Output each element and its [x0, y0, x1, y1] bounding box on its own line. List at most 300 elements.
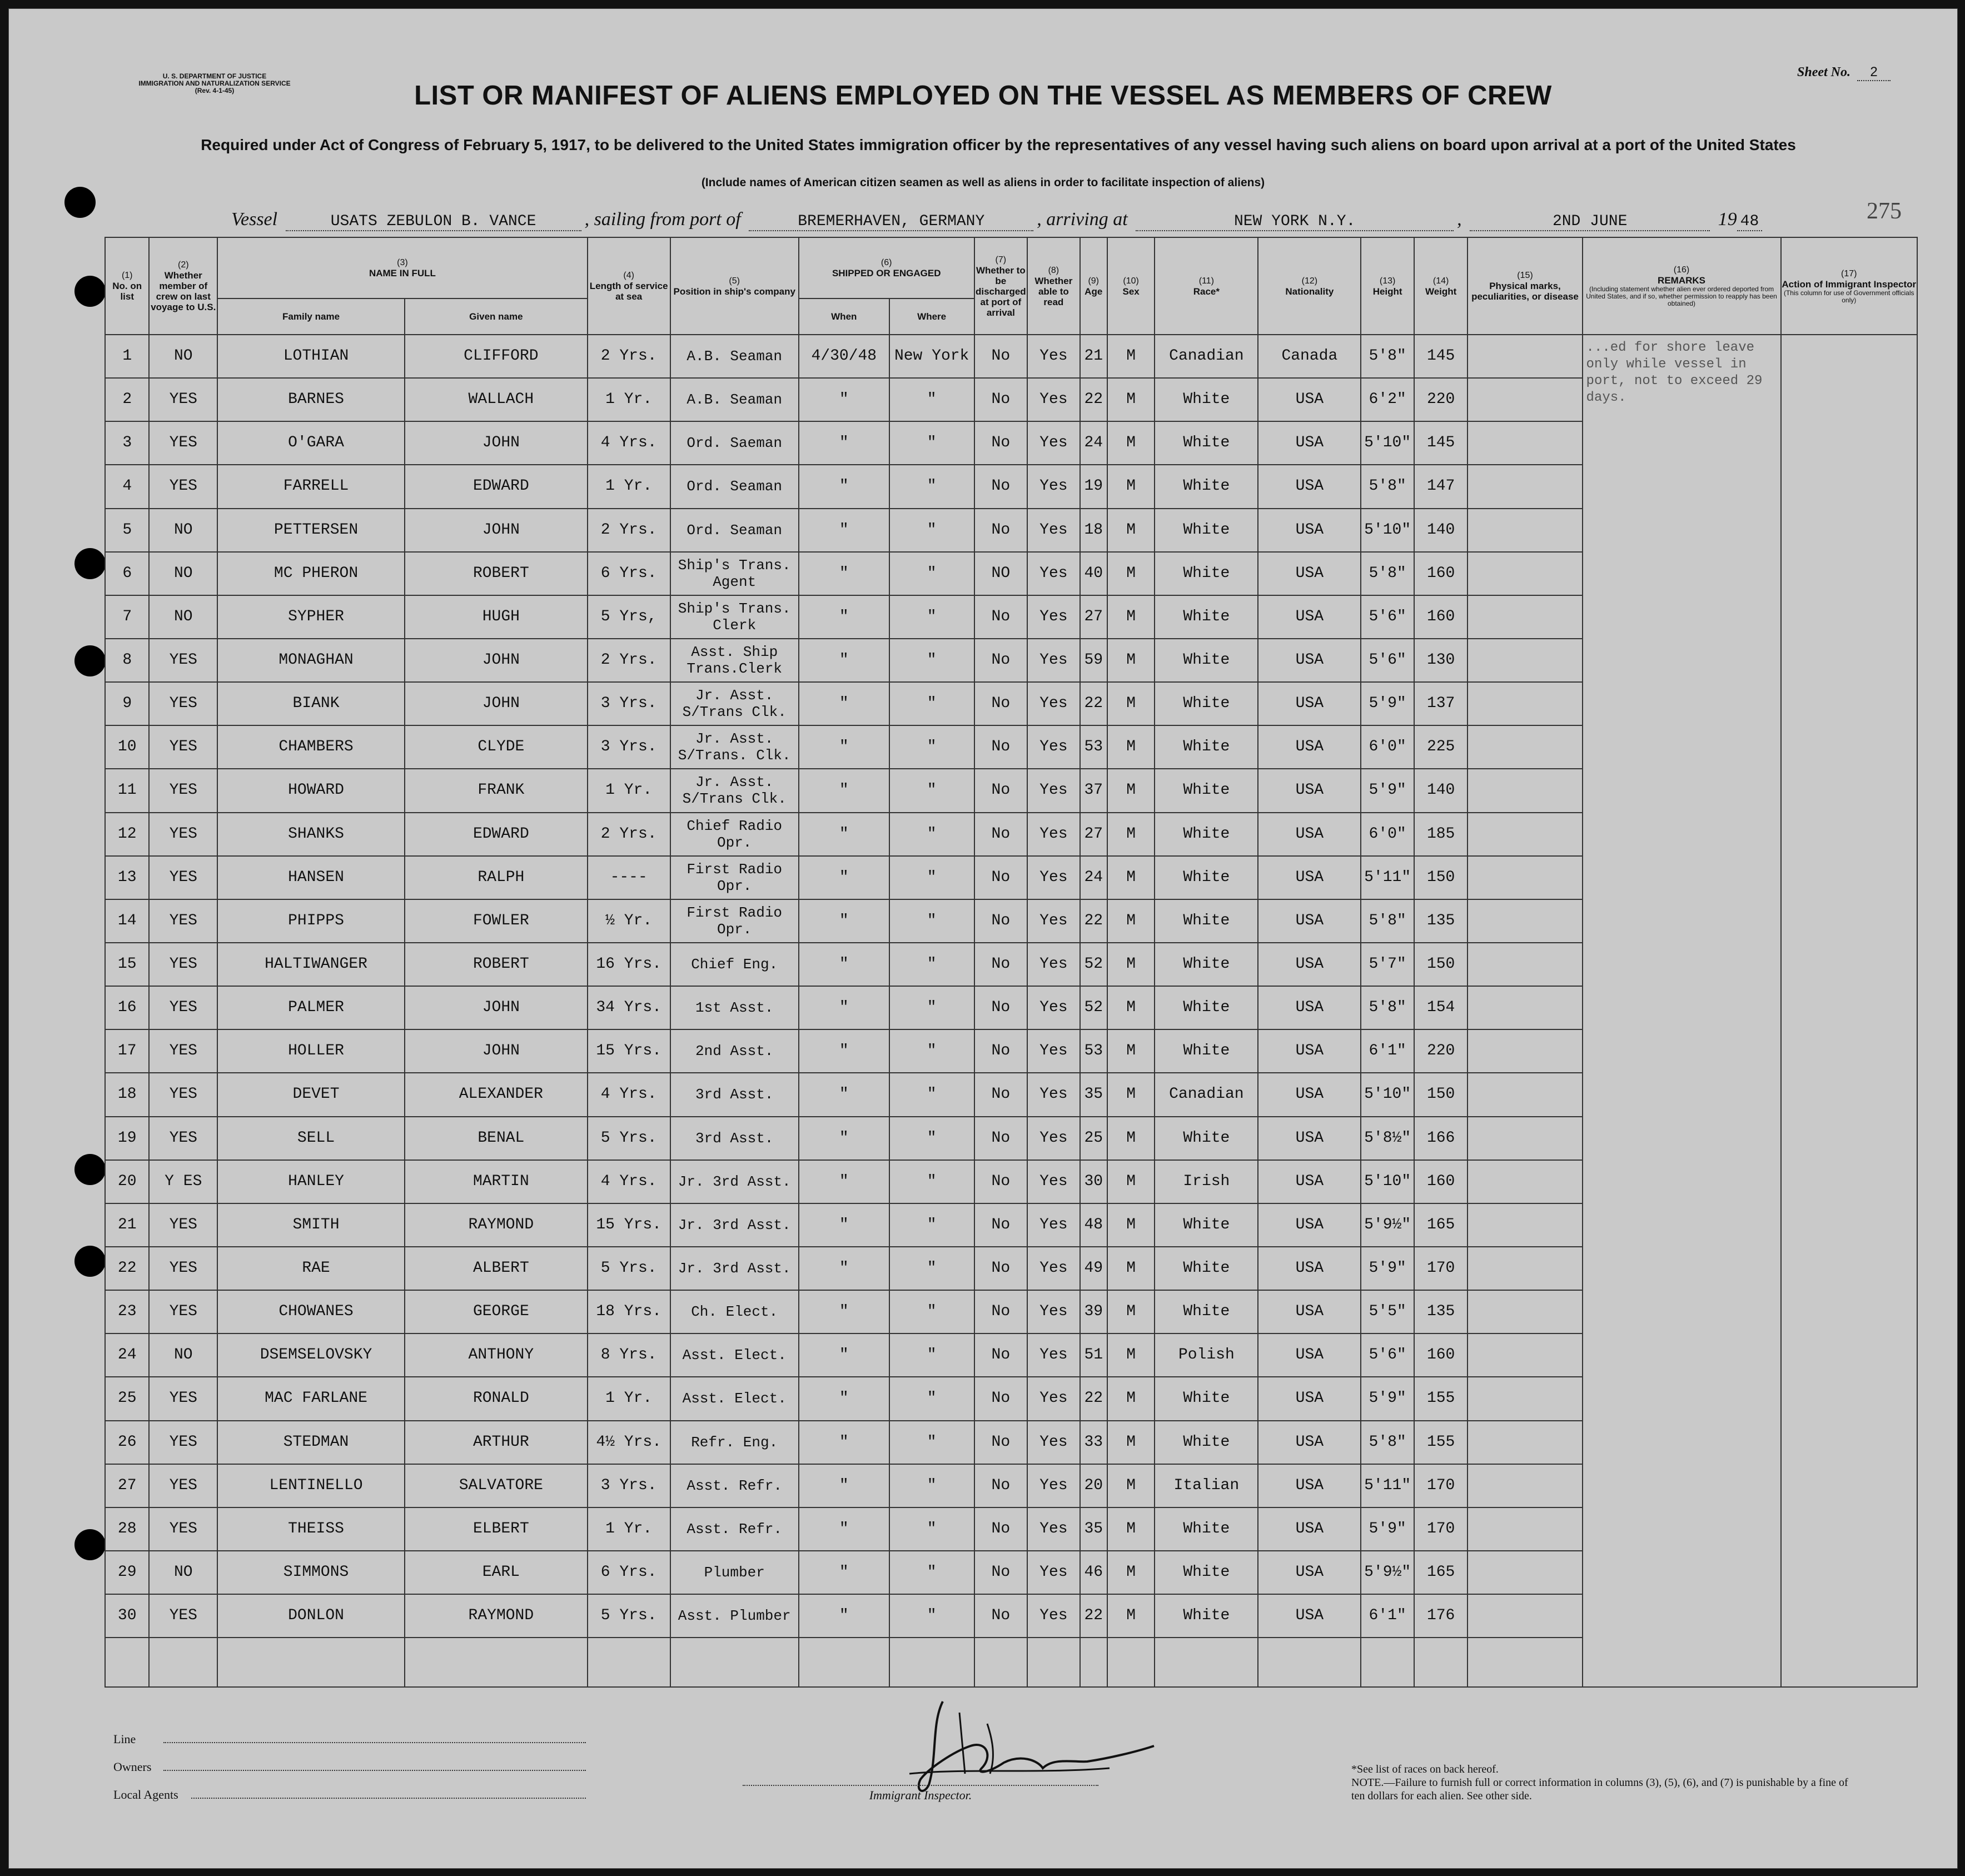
blank-cell [1080, 1638, 1107, 1687]
discharged-cell: No [974, 1333, 1028, 1377]
able-to-read-cell: Yes [1027, 509, 1080, 552]
sex-cell: M [1107, 1029, 1155, 1073]
service-length-cell: 5 Yrs. [588, 1117, 670, 1160]
blank-cell [670, 1638, 799, 1687]
position-cell: Plumber [670, 1551, 799, 1594]
given-name-cell: ELBERT [405, 1507, 588, 1551]
height-cell: 6'1" [1361, 1029, 1414, 1073]
punch-hole [74, 1529, 106, 1560]
nationality-cell: USA [1258, 378, 1361, 421]
shipped-where-cell: New York [889, 335, 974, 378]
sex-cell: M [1107, 856, 1155, 899]
able-to-read-cell: Yes [1027, 1290, 1080, 1333]
height-cell: 5'11" [1361, 856, 1414, 899]
sex-cell: M [1107, 943, 1155, 986]
shipped-when-cell: " [799, 943, 889, 986]
row-number: 26 [105, 1421, 149, 1464]
sex-cell: M [1107, 813, 1155, 856]
position-cell: Ord. Seaman [670, 465, 799, 508]
age-cell: 59 [1080, 639, 1107, 682]
nationality-cell: USA [1258, 595, 1361, 639]
race-cell: White [1155, 639, 1258, 682]
able-to-read-cell: Yes [1027, 1421, 1080, 1464]
previous-voyage-cell: YES [149, 813, 217, 856]
punch-hole [74, 645, 106, 676]
previous-voyage-cell: YES [149, 1594, 217, 1638]
given-name-cell: CLIFFORD [405, 335, 588, 378]
physical-marks-cell [1467, 682, 1582, 725]
age-cell: 52 [1080, 943, 1107, 986]
height-cell: 5'9" [1361, 1507, 1414, 1551]
able-to-read-cell: Yes [1027, 465, 1080, 508]
given-name-cell: WALLACH [405, 378, 588, 421]
previous-voyage-cell: YES [149, 1117, 217, 1160]
race-cell: White [1155, 1507, 1258, 1551]
height-cell: 5'8" [1361, 335, 1414, 378]
sex-cell: M [1107, 639, 1155, 682]
able-to-read-cell: Yes [1027, 1247, 1080, 1290]
previous-voyage-cell: YES [149, 769, 217, 812]
row-number: 28 [105, 1507, 149, 1551]
shipped-where-cell: " [889, 769, 974, 812]
shipped-when-cell: " [799, 509, 889, 552]
age-cell: 51 [1080, 1333, 1107, 1377]
height-cell: 6'0" [1361, 725, 1414, 769]
family-name-cell: PHIPPS [217, 899, 405, 943]
position-cell: Jr. 3rd Asst. [670, 1203, 799, 1247]
physical-marks-cell [1467, 1507, 1582, 1551]
race-cell: White [1155, 856, 1258, 899]
nationality-cell: USA [1258, 769, 1361, 812]
service-length-cell: 1 Yr. [588, 465, 670, 508]
race-cell: White [1155, 1029, 1258, 1073]
previous-voyage-cell: YES [149, 1421, 217, 1464]
agency-line-1: U. S. DEPARTMENT OF JUSTICE [162, 72, 267, 80]
service-length-cell: 16 Yrs. [588, 943, 670, 986]
punch-hole [74, 548, 106, 579]
discharged-cell: No [974, 986, 1028, 1029]
able-to-read-cell: Yes [1027, 1160, 1080, 1203]
shipped-when-cell: " [799, 1551, 889, 1594]
able-to-read-cell: Yes [1027, 1507, 1080, 1551]
physical-marks-cell [1467, 725, 1582, 769]
age-cell: 24 [1080, 421, 1107, 465]
punch-hole [74, 1154, 106, 1185]
height-cell: 5'9" [1361, 682, 1414, 725]
row-number: 13 [105, 856, 149, 899]
physical-marks-cell [1467, 335, 1582, 378]
given-name-cell: ALEXANDER [405, 1073, 588, 1116]
row-number: 4 [105, 465, 149, 508]
header-weight: (14) Weight [1414, 237, 1468, 335]
race-cell: White [1155, 1203, 1258, 1247]
weight-cell: 166 [1414, 1117, 1468, 1160]
service-length-cell: ½ Yr. [588, 899, 670, 943]
race-cell: White [1155, 552, 1258, 595]
service-length-cell: 5 Yrs, [588, 595, 670, 639]
shipped-when-cell: " [799, 899, 889, 943]
shipped-where-cell: " [889, 1333, 974, 1377]
vessel-name: USATS ZEBULON B. VANCE [286, 213, 581, 231]
able-to-read-cell: Yes [1027, 552, 1080, 595]
position-cell: First Radio Opr. [670, 856, 799, 899]
physical-marks-cell [1467, 1117, 1582, 1160]
age-cell: 24 [1080, 856, 1107, 899]
given-name-cell: GEORGE [405, 1290, 588, 1333]
height-cell: 5'9½" [1361, 1551, 1414, 1594]
blank-cell [1155, 1638, 1258, 1687]
fine-note: NOTE.—Failure to furnish full or correct information in columns (3), (5), (6), and (7) is punishable by a fine of ten dollars for each alien. See other side. [1351, 1777, 1848, 1802]
able-to-read-cell: Yes [1027, 986, 1080, 1029]
service-length-cell: 34 Yrs. [588, 986, 670, 1029]
height-cell: 5'9" [1361, 769, 1414, 812]
height-cell: 5'9½" [1361, 1203, 1414, 1247]
discharged-cell: No [974, 899, 1028, 943]
row-number: 16 [105, 986, 149, 1029]
race-cell: White [1155, 1117, 1258, 1160]
previous-voyage-cell: YES [149, 856, 217, 899]
nationality-cell: USA [1258, 813, 1361, 856]
position-cell: Jr. Asst. S/Trans Clk. [670, 769, 799, 812]
race-cell: White [1155, 1551, 1258, 1594]
discharged-cell: No [974, 1029, 1028, 1073]
given-name-cell: EDWARD [405, 813, 588, 856]
position-cell: Chief Eng. [670, 943, 799, 986]
able-to-read-cell: Yes [1027, 1551, 1080, 1594]
shipped-when-cell: " [799, 682, 889, 725]
shipped-when-cell: " [799, 1247, 889, 1290]
height-cell: 5'10" [1361, 1073, 1414, 1116]
crew-manifest-table [105, 237, 1918, 1688]
family-name-cell: SELL [217, 1117, 405, 1160]
sex-cell: M [1107, 509, 1155, 552]
position-cell: Asst. Elect. [670, 1333, 799, 1377]
physical-marks-cell [1467, 1029, 1582, 1073]
shipped-where-cell: " [889, 1247, 974, 1290]
race-cell: White [1155, 1290, 1258, 1333]
shipped-when-cell: " [799, 1464, 889, 1507]
shipped-where-cell: " [889, 465, 974, 508]
height-cell: 5'7" [1361, 943, 1414, 986]
nationality-cell: USA [1258, 899, 1361, 943]
height-cell: 5'6" [1361, 1333, 1414, 1377]
race-cell: Irish [1155, 1160, 1258, 1203]
weight-cell: 145 [1414, 335, 1468, 378]
race-cell: White [1155, 1377, 1258, 1420]
sex-cell: M [1107, 769, 1155, 812]
arrival-port: NEW YORK N.Y. [1136, 213, 1454, 231]
discharged-cell: No [974, 595, 1028, 639]
sex-cell: M [1107, 725, 1155, 769]
nationality-cell: USA [1258, 465, 1361, 508]
given-name-cell: FOWLER [405, 899, 588, 943]
given-name-cell: ANTHONY [405, 1333, 588, 1377]
race-cell: Canadian [1155, 1073, 1258, 1116]
service-length-cell: 4 Yrs. [588, 1073, 670, 1116]
age-cell: 22 [1080, 1377, 1107, 1420]
weight-cell: 140 [1414, 509, 1468, 552]
immigrant-inspector-label: Immigrant Inspector. [743, 1785, 1098, 1803]
row-number: 10 [105, 725, 149, 769]
discharged-cell: NO [974, 552, 1028, 595]
blank-cell [889, 1638, 974, 1687]
row-number: 23 [105, 1290, 149, 1333]
age-cell: 48 [1080, 1203, 1107, 1247]
position-cell: Asst. Ship Trans.Clerk [670, 639, 799, 682]
shipped-where-cell: " [889, 552, 974, 595]
weight-cell: 185 [1414, 813, 1468, 856]
nationality-cell: USA [1258, 1247, 1361, 1290]
previous-voyage-cell: YES [149, 421, 217, 465]
service-length-cell: 3 Yrs. [588, 1464, 670, 1507]
service-length-cell: 3 Yrs. [588, 725, 670, 769]
shipped-when-cell: " [799, 465, 889, 508]
previous-voyage-cell: NO [149, 509, 217, 552]
weight-cell: 165 [1414, 1203, 1468, 1247]
family-name-cell: MC PHERON [217, 552, 405, 595]
weight-cell: 155 [1414, 1421, 1468, 1464]
family-name-cell: LENTINELLO [217, 1464, 405, 1507]
age-cell: 53 [1080, 1029, 1107, 1073]
able-to-read-cell: Yes [1027, 1377, 1080, 1420]
given-name-cell: JOHN [405, 639, 588, 682]
blank-cell [217, 1638, 405, 1687]
given-name-cell: MARTIN [405, 1160, 588, 1203]
discharged-cell: No [974, 1551, 1028, 1594]
height-cell: 5'8" [1361, 465, 1414, 508]
row-number: 25 [105, 1377, 149, 1420]
physical-marks-cell [1467, 509, 1582, 552]
nationality-cell: USA [1258, 725, 1361, 769]
age-cell: 22 [1080, 899, 1107, 943]
weight-cell: 150 [1414, 1073, 1468, 1116]
discharged-cell: No [974, 1421, 1028, 1464]
sex-cell: M [1107, 1073, 1155, 1116]
nationality-cell: USA [1258, 682, 1361, 725]
weight-cell: 170 [1414, 1507, 1468, 1551]
shipped-when-cell: " [799, 1117, 889, 1160]
given-name-cell: ALBERT [405, 1247, 588, 1290]
position-cell: Chief Radio Opr. [670, 813, 799, 856]
shipped-when-cell: " [799, 421, 889, 465]
weight-cell: 220 [1414, 1029, 1468, 1073]
given-name-cell: RALPH [405, 856, 588, 899]
shipped-where-cell: " [889, 1594, 974, 1638]
physical-marks-cell [1467, 465, 1582, 508]
header-where: Where [889, 298, 974, 335]
sex-cell: M [1107, 1421, 1155, 1464]
able-to-read-cell: Yes [1027, 1073, 1080, 1116]
position-cell: Jr. 3rd Asst. [670, 1247, 799, 1290]
blank-cell [149, 1638, 217, 1687]
physical-marks-cell [1467, 1333, 1582, 1377]
height-cell: 5'8" [1361, 899, 1414, 943]
weight-cell: 165 [1414, 1551, 1468, 1594]
nationality-cell: USA [1258, 1160, 1361, 1203]
service-length-cell: 1 Yr. [588, 1507, 670, 1551]
shipped-when-cell: " [799, 725, 889, 769]
sex-cell: M [1107, 421, 1155, 465]
physical-marks-cell [1467, 1421, 1582, 1464]
service-length-cell: 15 Yrs. [588, 1203, 670, 1247]
weight-cell: 135 [1414, 1290, 1468, 1333]
position-cell: 3rd Asst. [670, 1073, 799, 1116]
shipped-where-cell: " [889, 1551, 974, 1594]
weight-cell: 170 [1414, 1464, 1468, 1507]
shipped-where-cell: " [889, 595, 974, 639]
family-name-cell: SMITH [217, 1203, 405, 1247]
previous-voyage-cell: YES [149, 986, 217, 1029]
header-name: (3) NAME IN FULL [217, 237, 588, 298]
nationality-cell: USA [1258, 1073, 1361, 1116]
previous-voyage-cell: YES [149, 1203, 217, 1247]
given-name-cell: RONALD [405, 1377, 588, 1420]
race-cell: White [1155, 421, 1258, 465]
nationality-cell: USA [1258, 552, 1361, 595]
shipped-when-cell: " [799, 1421, 889, 1464]
service-length-cell: 2 Yrs. [588, 813, 670, 856]
row-number: 6 [105, 552, 149, 595]
race-cell: White [1155, 899, 1258, 943]
height-cell: 5'11" [1361, 1464, 1414, 1507]
discharged-cell: No [974, 1464, 1028, 1507]
discharged-cell: No [974, 378, 1028, 421]
year-suffix: 48 [1737, 213, 1763, 231]
previous-voyage-cell: YES [149, 465, 217, 508]
height-cell: 5'10" [1361, 1160, 1414, 1203]
race-cell: White [1155, 682, 1258, 725]
able-to-read-cell: Yes [1027, 725, 1080, 769]
previous-voyage-cell: YES [149, 682, 217, 725]
nationality-cell: USA [1258, 1203, 1361, 1247]
sex-cell: M [1107, 899, 1155, 943]
age-cell: 53 [1080, 725, 1107, 769]
row-number: 21 [105, 1203, 149, 1247]
row-number: 8 [105, 639, 149, 682]
position-cell: Asst. Elect. [670, 1377, 799, 1420]
age-cell: 19 [1080, 465, 1107, 508]
discharged-cell: No [974, 769, 1028, 812]
family-name-cell: DONLON [217, 1594, 405, 1638]
row-number: 2 [105, 378, 149, 421]
race-cell: White [1155, 1421, 1258, 1464]
nationality-cell: Canada [1258, 335, 1361, 378]
given-name-cell: ARTHUR [405, 1421, 588, 1464]
weight-cell: 220 [1414, 378, 1468, 421]
sheet-label: Sheet No. [1797, 65, 1850, 79]
age-cell: 33 [1080, 1421, 1107, 1464]
discharged-cell: No [974, 1377, 1028, 1420]
able-to-read-cell: Yes [1027, 335, 1080, 378]
row-number: 14 [105, 899, 149, 943]
service-length-cell: ---- [588, 856, 670, 899]
age-cell: 27 [1080, 595, 1107, 639]
race-cell: White [1155, 813, 1258, 856]
physical-marks-cell [1467, 1377, 1582, 1420]
shipped-when-cell: " [799, 1203, 889, 1247]
given-name-cell: EDWARD [405, 465, 588, 508]
physical-marks-cell [1467, 943, 1582, 986]
height-cell: 5'6" [1361, 595, 1414, 639]
service-length-cell: 4½ Yrs. [588, 1421, 670, 1464]
given-name-cell: EARL [405, 1551, 588, 1594]
discharged-cell: No [974, 856, 1028, 899]
discharged-cell: No [974, 813, 1028, 856]
able-to-read-cell: Yes [1027, 639, 1080, 682]
position-cell: Ord. Seaman [670, 509, 799, 552]
header-sex: (10) Sex [1107, 237, 1155, 335]
sex-cell: M [1107, 335, 1155, 378]
nationality-cell: USA [1258, 1507, 1361, 1551]
height-cell: 5'5" [1361, 1290, 1414, 1333]
age-cell: 39 [1080, 1290, 1107, 1333]
able-to-read-cell: Yes [1027, 1594, 1080, 1638]
position-cell: Ord. Saeman [670, 421, 799, 465]
weight-cell: 154 [1414, 986, 1468, 1029]
able-to-read-cell: Yes [1027, 769, 1080, 812]
able-to-read-cell: Yes [1027, 1117, 1080, 1160]
blank-cell [1107, 1638, 1155, 1687]
discharged-cell: No [974, 725, 1028, 769]
sex-cell: M [1107, 378, 1155, 421]
shipped-where-cell: " [889, 421, 974, 465]
blank-cell [1027, 1638, 1080, 1687]
race-cell: White [1155, 465, 1258, 508]
family-name-cell: PETTERSEN [217, 509, 405, 552]
remarks-cell: ...ed for shore leave only while vessel in port, not to exceed 29 days. [1583, 335, 1781, 1687]
header-no: (1) No. on list [105, 237, 149, 335]
previous-voyage-cell: YES [149, 1464, 217, 1507]
row-number: 11 [105, 769, 149, 812]
shipped-where-cell: " [889, 943, 974, 986]
nationality-cell: USA [1258, 986, 1361, 1029]
header-race: (11) Race* [1155, 237, 1258, 335]
sex-cell: M [1107, 1160, 1155, 1203]
previous-voyage-cell: YES [149, 1247, 217, 1290]
service-length-cell: 8 Yrs. [588, 1333, 670, 1377]
inspector-action-cell [1781, 335, 1917, 1687]
header-age: (9) Age [1080, 237, 1107, 335]
row-number: 17 [105, 1029, 149, 1073]
row-number: 3 [105, 421, 149, 465]
nationality-cell: USA [1258, 1421, 1361, 1464]
footer-local-agents: Local Agents [113, 1788, 586, 1802]
physical-marks-cell [1467, 1551, 1582, 1594]
position-cell: Ch. Elect. [670, 1290, 799, 1333]
able-to-read-cell: Yes [1027, 378, 1080, 421]
position-cell: 1st Asst. [670, 986, 799, 1029]
shipped-when-cell: " [799, 639, 889, 682]
footer-owners: Owners [113, 1760, 586, 1774]
race-cell: Polish [1155, 1333, 1258, 1377]
shipped-where-cell: " [889, 639, 974, 682]
previous-voyage-cell: YES [149, 1377, 217, 1420]
header-service: (4) Length of service at sea [588, 237, 670, 335]
sheet-number [1797, 64, 1891, 81]
year-prefix: 19 [1718, 209, 1737, 230]
service-length-cell: 1 Yr. [588, 769, 670, 812]
physical-marks-cell [1467, 1464, 1582, 1507]
weight-cell: 147 [1414, 465, 1468, 508]
discharged-cell: No [974, 1247, 1028, 1290]
family-name-cell: RAE [217, 1247, 405, 1290]
table-row [105, 335, 1917, 378]
sex-cell: M [1107, 1464, 1155, 1507]
physical-marks-cell [1467, 986, 1582, 1029]
weight-cell: 155 [1414, 1377, 1468, 1420]
punch-hole [74, 1246, 106, 1277]
position-cell: Asst. Plumber [670, 1594, 799, 1638]
